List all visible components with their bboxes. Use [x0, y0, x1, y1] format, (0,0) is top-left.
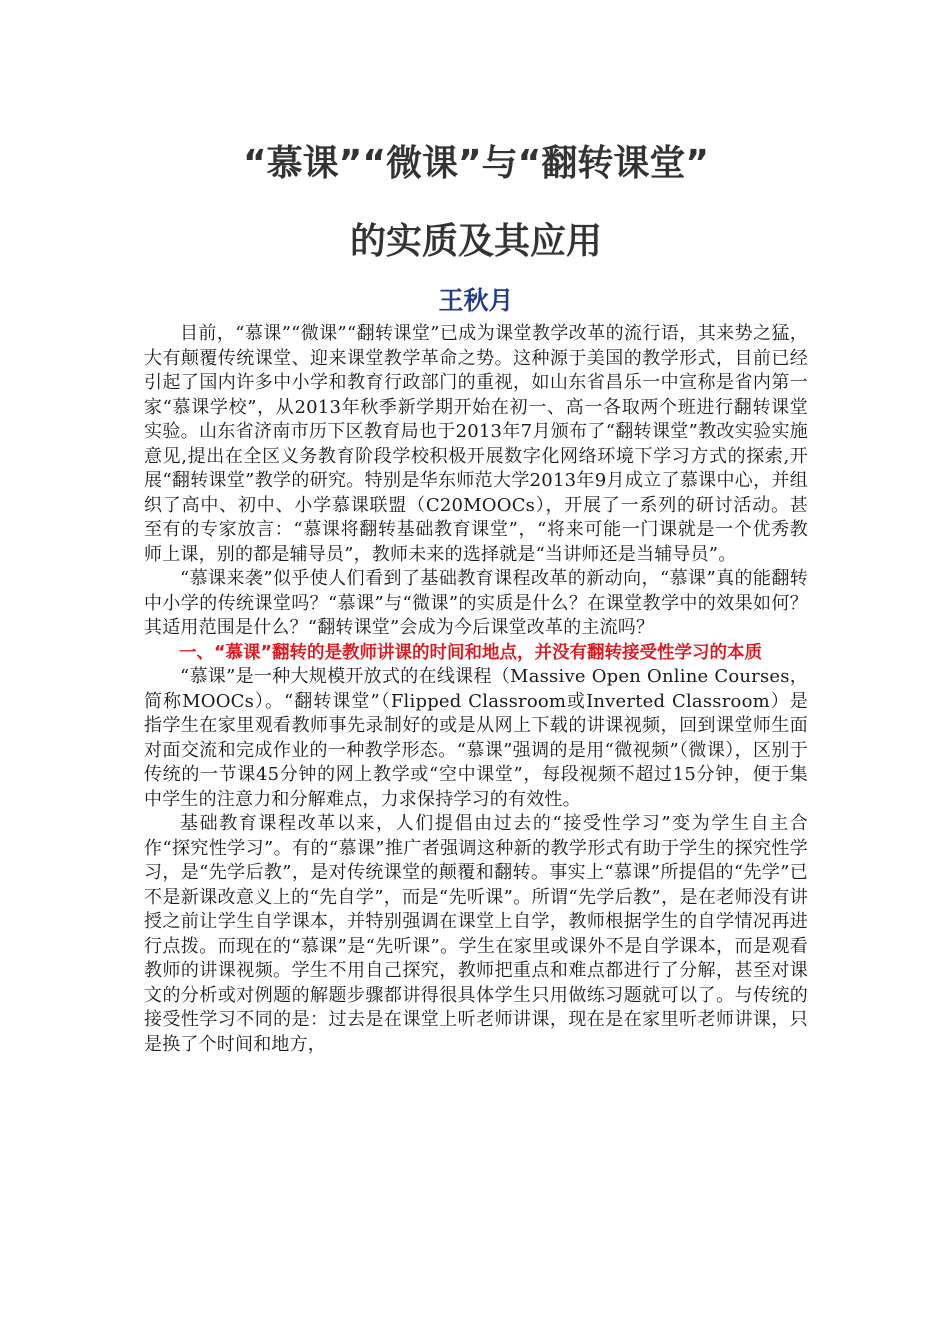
- document-title-line2: 的实质及其应用: [349, 221, 602, 262]
- body-paragraph-2: “慕课来袭”似乎使人们看到了基础教育课程改革的新动向，“慕课”真的能翻转中小学的传统课堂吗？“慕课”与“微课”的实质是什么？在课堂教学中的效果如何？其适用范围是什么？“翻转课堂”会成为今后课堂改革的主流吗？: [144, 568, 808, 638]
- document-title-line1: “慕课”“微课”与“翻转课堂”: [243, 143, 709, 184]
- body-paragraph-1: 目前，“慕课”“微课”“翻转课堂”已成为课堂教学改革的流行语，其来势之猛，大有颠覆传统课堂、迎来课堂教学革命之势。这种源于美国的教学形式，目前已经引起了国内许多中小学和教育行政部门的重视，如山东省昌乐一中宣称是省内第一家“慕课学校”，从2013年秋季新学期开始在初一、高一各取两个班进行翻转课堂实验。山东省济南市历下区教育局也于2013年7月颁布了“翻转课堂”教改实验实施意见,提出在全区义务教育阶段学校积极开展数字化网络环境下学习方式的探索,开展“翻转课堂”教学的研究。特别是华东师范大学2013年9月成立了慕课中心，并组织了高中、初中、小学慕课联盟（C20MOOCs），开展了一系列的研讨活动。甚至有的专家放言：“慕课将翻转基础教育课堂”，“将来可能一门课就是一个优秀教师上课，别的都是辅导员”，教师未来的选择就是“当讲师还是当辅导员”。: [144, 323, 808, 565]
- document-page: [144, 132, 808, 1057]
- document-body: [144, 322, 808, 1057]
- section1-paragraph-2: 基础教育课程改革以来，人们提倡由过去的“接受性学习”变为学生自主合作“探究性学习”。有的“慕课”推广者强调这种新的教学形式有助于学生的探究性学习，是“先学后教”，是对传统课堂的颠覆和翻转。事实上“慕课”所提倡的“先学”已不是新课改意义上的“先自学”，而是“先听课”。所谓“先学后教”，是在老师没有讲授之前让学生自学课本，并特别强调在课堂上自学，教师根据学生的自学情况再进行点拨。而现在的“慕课”是“先听课”。学生在家里或课外不是自学课本，而是观看教师的讲课视频。学生不用自己探究，教师把重点和难点都进行了分解，甚至对课文的分析或对例题的解题步骤都讲得很具体学生只用做练习题就可以了。与传统的接受性学习不同的是：过去是在课堂上听老师讲课，现在是在家里听老师讲课，只是换了个时间和地方，: [144, 813, 808, 1055]
- author-name: 王秋月: [438, 286, 514, 315]
- section-heading-1: 一、“慕课”翻转的是教师讲课的时间和地点，并没有翻转接受性学习的本质: [179, 642, 763, 663]
- section1-paragraph-1: “慕课”是一种大规模开放式的在线课程（Massive Open Online Courses，简称MOOCs）。“翻转课堂”（Flipped Classroom或Inverted Classroom）是指学生在家里观看教师事先录制好的或是从网上下载的讲课视频，回到课堂师生面对面交流和完成作业的一种教学形态。“慕课”强调的是用“微视频”（微课），区别于传统的一节课45分钟的网上教学或“空中课堂”，每段视频不超过15分钟，便于集中学生的注意力和分解难点，力求保持学习的有效性。: [144, 666, 808, 810]
